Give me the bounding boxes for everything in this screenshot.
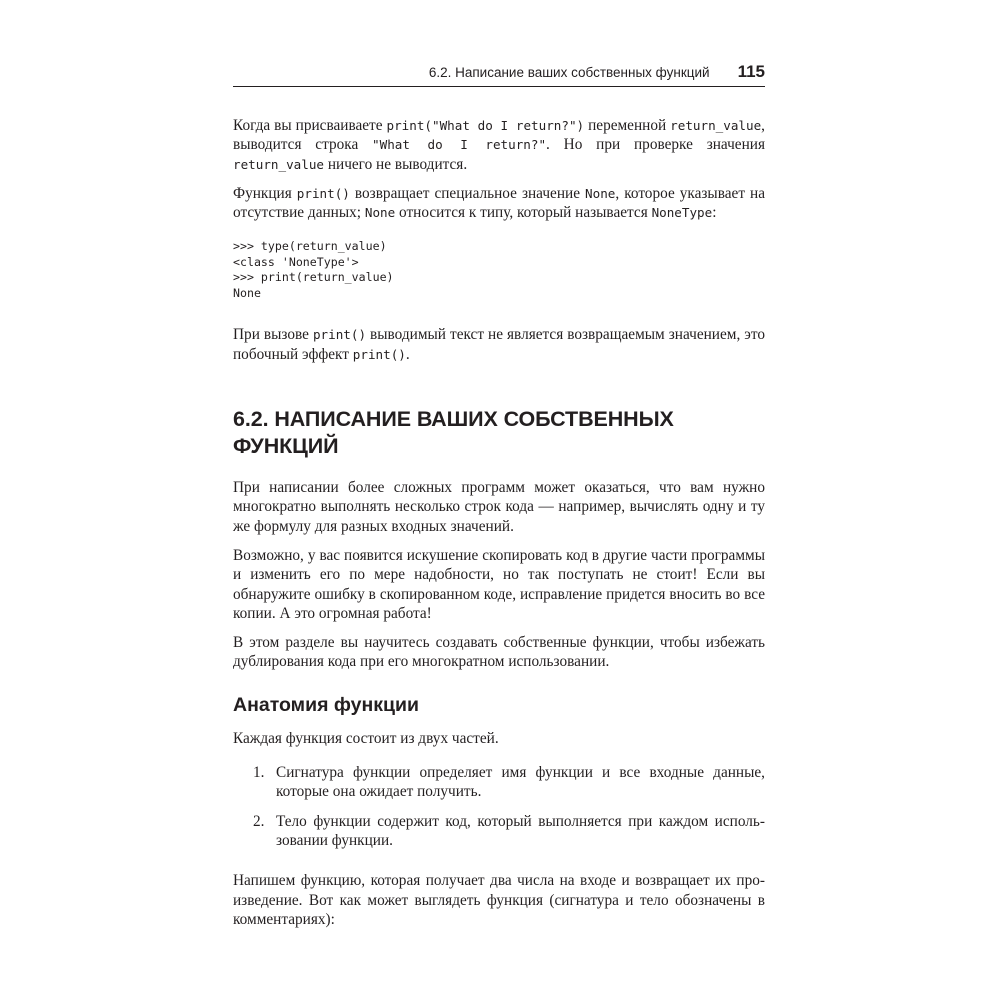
running-head — [233, 58, 765, 87]
inline-code: return_value — [670, 118, 762, 133]
code-line: None — [233, 285, 261, 300]
page-body — [233, 116, 765, 929]
section-heading-line-1: 6.2. НАПИСАНИЕ ВАШИХ СОБСТВЕННЫХ — [233, 407, 674, 432]
list-item — [233, 812, 765, 851]
section-paragraph-1: При написании более сложных программ может оказаться, что вам нужно многократно выполнять несколько строк кода — например, вычислять одну и ту же формулу для разных входных значений. — [233, 479, 765, 535]
section-paragraph-3: В этом разделе вы научитесь создавать собственные функции, чтобы избежать дублирования кода при его многократном использовании. — [233, 634, 765, 671]
function-parts-list — [233, 763, 765, 850]
inline-code: print() — [296, 185, 350, 201]
list-item — [233, 763, 765, 802]
inline-code: print() — [312, 327, 367, 343]
inline-code: None — [364, 205, 396, 221]
code-block — [233, 239, 765, 301]
inline-code: print() — [352, 346, 406, 362]
inline-code: print("What do I return?") — [386, 118, 585, 133]
intro-paragraph-3: При вызове print() выводимый текст не является возвращаемым значением, это побочный эффект print(). — [233, 326, 765, 363]
list-item-text: Тело функции содержит код, который выполняется при каждом использовании функции. — [276, 812, 765, 849]
code-line: <class 'NoneType'> — [233, 254, 359, 269]
section-heading-line-2: ФУНКЦИЙ — [233, 434, 339, 459]
running-head-title: 6.2. Написание ваших собственных функций — [428, 64, 710, 80]
book-page — [233, 0, 765, 1000]
subsection-intro: Каждая функция состоит из двух частей. — [233, 729, 499, 747]
inline-code: NoneType — [651, 205, 713, 221]
inline-code: return_value — [233, 156, 324, 172]
inline-code: "What do I return?" — [372, 137, 547, 153]
list-item-number: 2. — [253, 812, 265, 830]
intro-paragraph-2: Функция print() возвращает специальное значение None, которое указывает на отсутствие данных; None относится к типу, который называется NoneType: — [233, 184, 766, 222]
code-line: >>> type(return_value) — [233, 239, 387, 254]
page-number: 115 — [737, 62, 765, 81]
intro-paragraph-1: Когда вы присваиваете print("What do I return?") переменной return_value, выводится строка "What do I return?". Но при проверке значения return_value ничего не выводится. — [233, 117, 765, 173]
subsection-heading: Анатомия функции — [233, 693, 420, 716]
code-line: >>> print(return_value) — [233, 270, 394, 285]
inline-code: None — [585, 185, 616, 201]
section-paragraph-2: Возможно, у вас появится искушение скопировать код в другие части программы и изменить его по мере надобности, но так поступать не стоит! Если вы обнаружите ошибку в скопированном коде, исправление придется вносить во все копии. А это огромная работа! — [233, 546, 765, 622]
list-item-text: Сигнатура функции определяет имя функции и все входные данные, которые она ожидает получить. — [276, 764, 765, 801]
closing-paragraph: Напишем функцию, которая получает два числа на входе и возвращает их произведение. Вот как может выглядеть функция (сигнатура и тело обозначены в комментариях): — [233, 872, 765, 928]
section-heading — [233, 406, 765, 460]
list-item-number: 1. — [253, 764, 265, 782]
